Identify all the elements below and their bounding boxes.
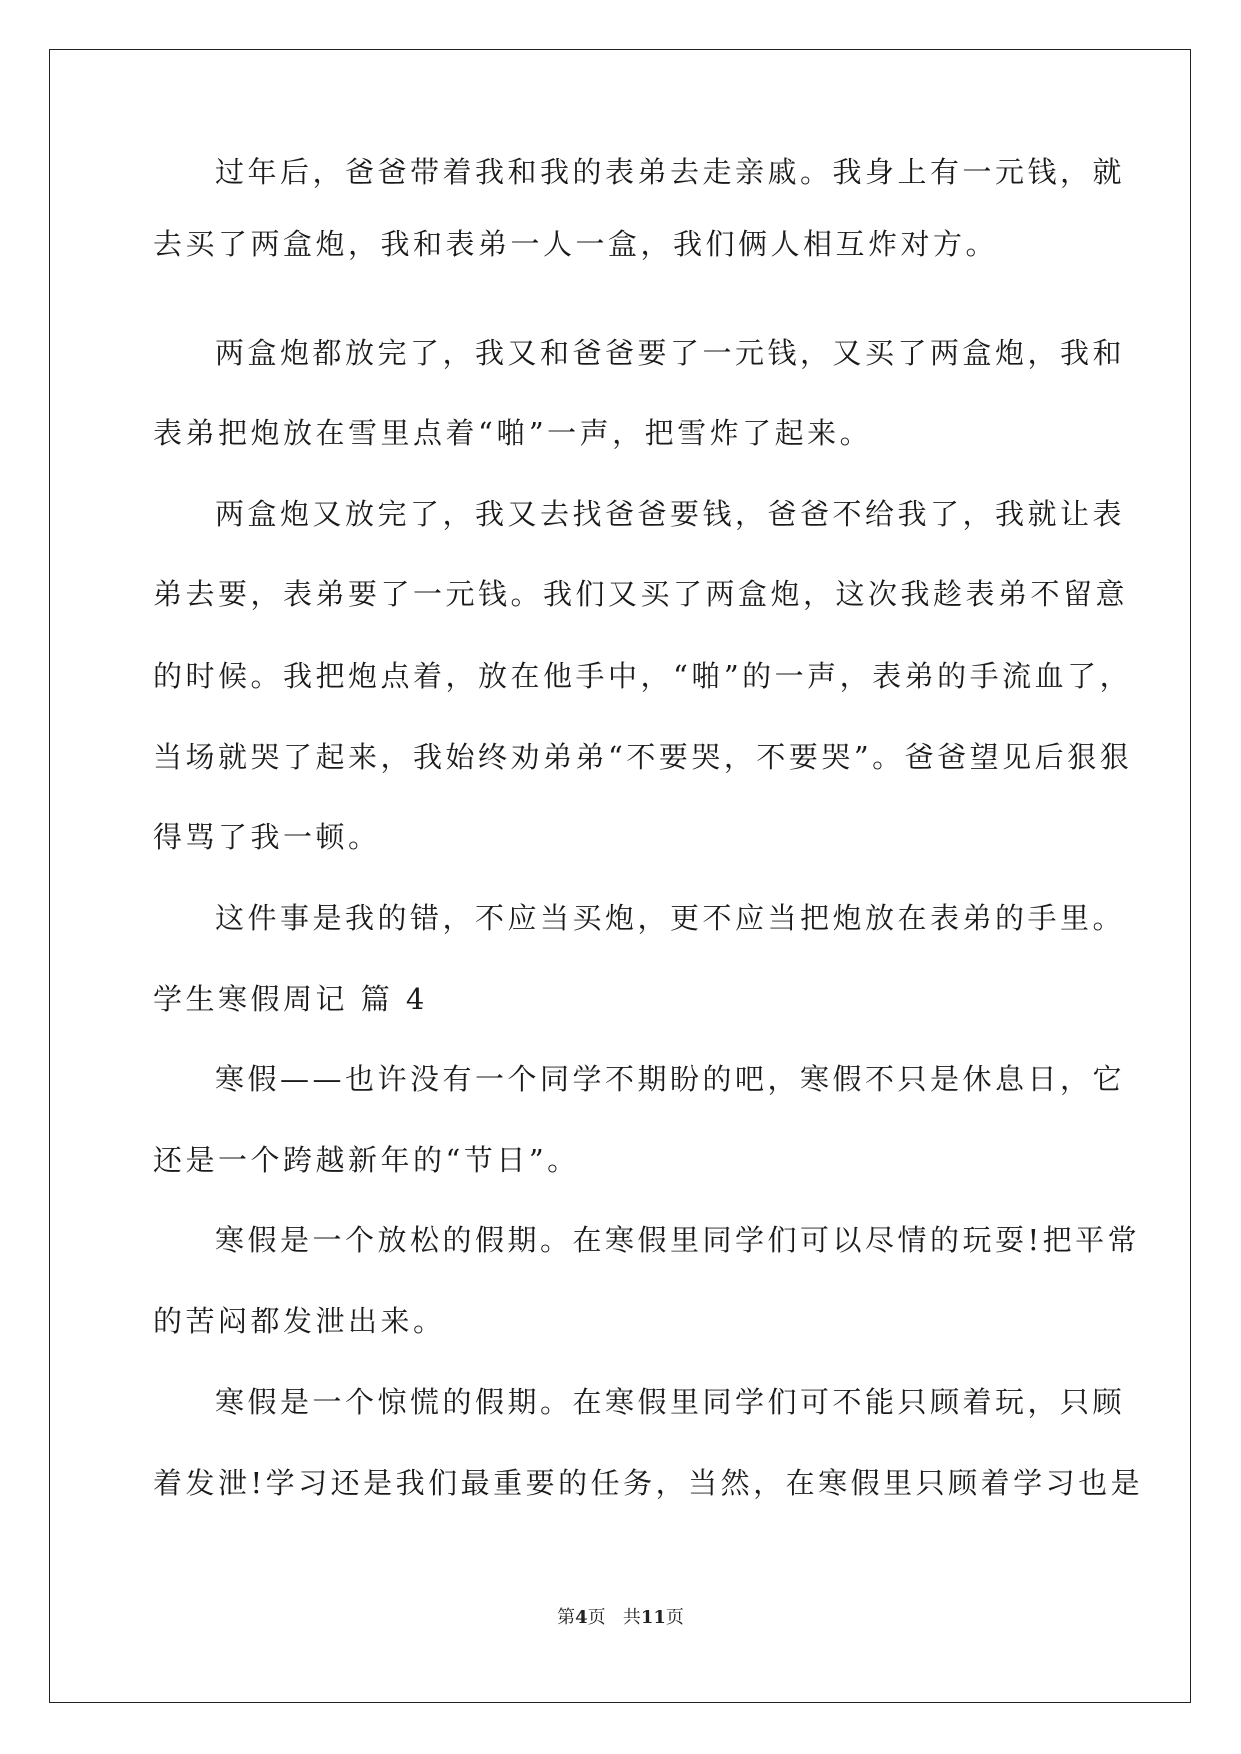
total-unit: 页: [665, 1607, 684, 1628]
paragraph-line: 寒假——也许没有一个同学不期盼的吧，寒假不只是休息日，它: [215, 1062, 1126, 1096]
section-heading: 学生寒假周记 篇 4: [153, 982, 428, 1016]
paragraph-line: 两盒炮都放完了，我又和爸爸要了一元钱，又买了两盒炮，我和: [215, 336, 1126, 370]
paragraph-line: 还是一个跨越新年的“节日”。: [153, 1143, 580, 1177]
paragraph-line: 这件事是我的错，不应当买炮，更不应当把炮放在表弟的手里。: [215, 901, 1126, 935]
paragraph-line: 当场就哭了起来，我始终劝弟弟“不要哭，不要哭”。爸爸望见后狠狠: [153, 740, 1133, 774]
total-prefix: 共: [622, 1607, 641, 1628]
paragraph-line: 得骂了我一顿。: [153, 820, 381, 854]
paragraph-line: 弟去要，表弟要了一元钱。我们又买了两盒炮，这次我趁表弟不留意: [153, 577, 1129, 611]
page-border: [49, 49, 1191, 1703]
page-unit: 页: [587, 1607, 606, 1628]
page-prefix: 第: [557, 1607, 576, 1628]
paragraph-line: 表弟把炮放在雪里点着“啪”一声，把雪炸了起来。: [153, 416, 873, 450]
paragraph-line: 寒假是一个惊慌的假期。在寒假里同学们可不能只顾着玩，只顾: [215, 1385, 1126, 1419]
paragraph-line: 的苦闷都发泄出来。: [153, 1304, 446, 1338]
page-total: 11: [640, 1607, 666, 1628]
page-footer: [0, 1603, 1241, 1629]
paragraph-line: 去买了两盒炮，我和表弟一人一盒，我们俩人相互炸对方。: [153, 227, 999, 261]
paragraph-line: 过年后，爸爸带着我和我的表弟去走亲戚。我身上有一元钱，就: [215, 155, 1126, 189]
paragraph-line: 两盒炮又放完了，我又去找爸爸要钱，爸爸不给我了，我就让表: [215, 497, 1126, 531]
page-current: 4: [575, 1607, 588, 1628]
paragraph-line: 的时候。我把炮点着，放在他手中，“啪”的一声，表弟的手流血了，: [153, 659, 1133, 693]
paragraph-line: 着发泄!学习还是我们最重要的任务，当然，在寒假里只顾着学习也是: [153, 1466, 1144, 1500]
paragraph-line: 寒假是一个放松的假期。在寒假里同学们可以尽情的玩耍!把平常: [215, 1223, 1141, 1257]
